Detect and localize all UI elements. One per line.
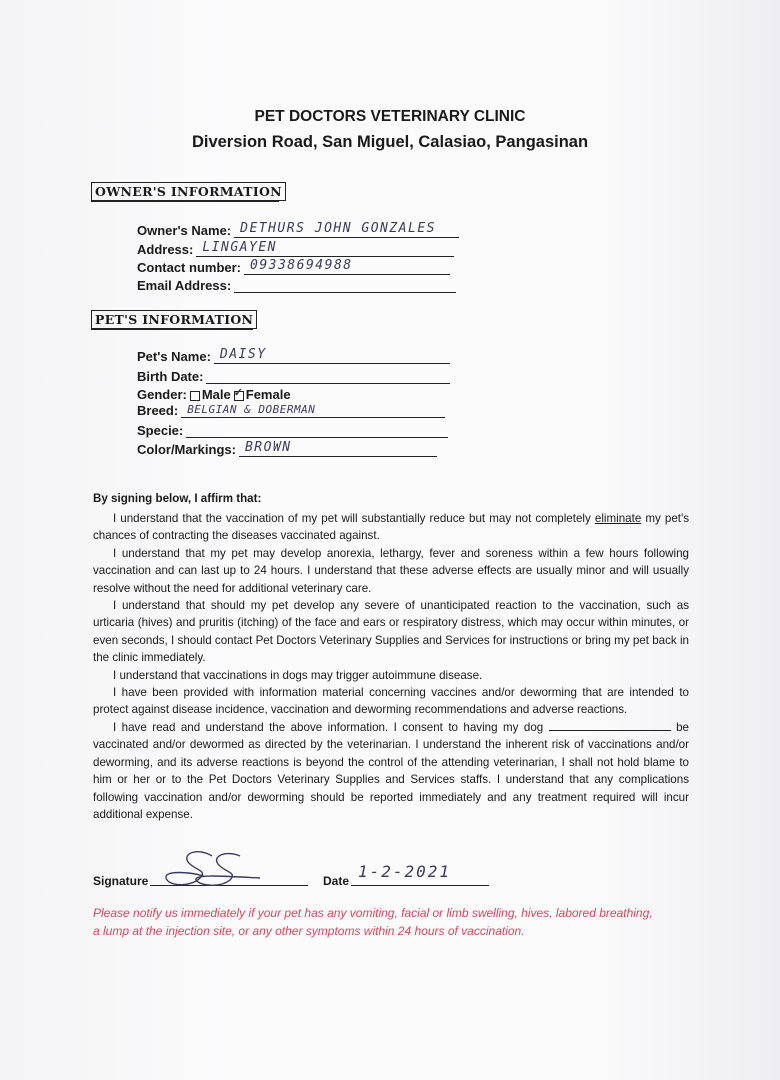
gender-male-checkbox[interactable] [190,391,200,401]
affirm-paragraph-1 [93,510,689,545]
owner-contact-field[interactable] [244,259,450,275]
affirm-p1-text-end: my pet's chances of contracting the diseases vaccinated against. [93,512,690,543]
owner-name-label: Owner's Name: [137,223,232,238]
owner-address-field[interactable] [196,241,454,257]
pet-gender-label: Gender: [137,387,187,402]
affirm-paragraph-4: I understand that vaccinations in dogs may trigger autoimmune disease. [113,668,483,682]
gender-female-label: Female [245,387,291,402]
pet-color-value: BROWN [244,440,292,455]
owner-email-field[interactable] [234,277,456,293]
affirm-p1-underlined: eliminate [594,512,642,525]
owner-address-row [137,241,454,257]
affirm-p6-text-end: be vaccinated and/or dewormed as directed by the veterinarian. I understand the inherent risk of vaccinations and/or deworming, and its adverse reactions is beyond the control of the attending veterinarian, I shall not hold blame to him or her or to the Pet Doctors Veterinary Supplies and Services staffs. I understand that any complications following vaccination and/or deworming should be reported immediately and any treatment required will incur additional expense. [93,720,689,821]
affirm-p1-text: I understand that the vaccination of my pet will substantially reduce but may not completely [113,512,595,525]
owner-contact-row [137,259,450,275]
owner-section-rule [91,201,279,202]
affirm-paragraph-6 [93,719,689,823]
post-vaccination-note: Please notify us immediately if your pet has any vomiting, facial or limb swelling, hives, labored breathing, a lump at the injection site, or any other symptoms within 24 hours of vaccination. [93,906,653,938]
dog-name-blank[interactable] [549,720,671,731]
pet-name-value: DAISY [219,347,267,362]
pet-name-label: Pet's Name: [137,349,211,364]
gender-female-checkbox[interactable] [234,391,244,401]
affirm-heading: By signing below, I affirm that: [93,492,262,505]
affirmation-body [93,510,689,823]
pet-specie-label: Specie: [137,423,184,438]
clinic-name: PET DOCTORS VETERINARY CLINIC [254,108,526,125]
clinic-address: Diversion Road, San Miguel, Calasiao, Pangasinan [191,133,589,151]
owner-name-row [137,222,459,238]
pet-specie-field[interactable] [186,422,448,438]
affirm-paragraph-3: I understand that should my pet develop any severe of unanticipated reaction to the vaccination, such as urticaria (hives) and pruritis (itching) of the face and ears or respiratory distress, which may occur within minutes, or even seconds, I should contact Pet Doctors Veterinary Supplies and Services for instructions or bring my pet back in the clinic immediately. [93,599,689,665]
owner-contact-value: 09338694988 [250,258,353,273]
pet-specie-row [137,422,448,438]
pet-section-heading: PET'S INFORMATION [91,310,257,329]
affirm-p6-text: I have read and understand the above information. I consent to having my dog [113,720,549,734]
owner-name-value: DETHURS JOHN GONZALES [240,221,436,236]
pet-breed-field[interactable] [181,402,445,418]
pet-breed-row [137,402,445,418]
owner-contact-label: Contact number: [137,260,241,275]
date-label: Date [323,874,350,888]
pet-section-rule [91,329,253,330]
pet-breed-value: BELGIAN & DOBERMAN [187,403,316,416]
pet-birth-label: Birth Date: [137,369,204,384]
owner-name-field[interactable] [234,222,459,238]
affirm-paragraph-2: I understand that my pet may develop anorexia, lethargy, fever and soreness within a few hours following vaccination and can last up to 24 hours. I understand that these adverse effects are usually minor and will usually resolve without the need for additional veterinary care. [93,546,689,595]
gender-male-label: Male [201,387,231,402]
pet-birth-field[interactable] [206,368,450,384]
owner-email-label: Email Address: [137,278,232,293]
pet-breed-label: Breed: [137,403,179,418]
pet-color-label: Color/Markings: [137,442,236,457]
pet-color-field[interactable] [239,441,437,457]
signature-scribble [160,848,270,894]
pet-birth-row [137,368,450,384]
owner-address-value: LINGAYEN [202,240,277,255]
owner-email-row [137,277,456,293]
pet-color-row [137,441,437,457]
owner-address-label: Address: [137,242,194,257]
pet-gender-row [137,387,291,402]
affirm-paragraph-5: I have been provided with information material concerning vaccines and/or deworming that are intended to protect against disease incidence, vaccination and deworming recommendations and adverse reactions. [93,686,689,717]
pet-name-field[interactable] [214,348,450,364]
owner-section-heading: OWNER'S INFORMATION [91,182,286,201]
date-value: 1-2-2021 [358,862,452,881]
signature-label: Signature [93,874,149,888]
pet-name-row [137,348,450,364]
